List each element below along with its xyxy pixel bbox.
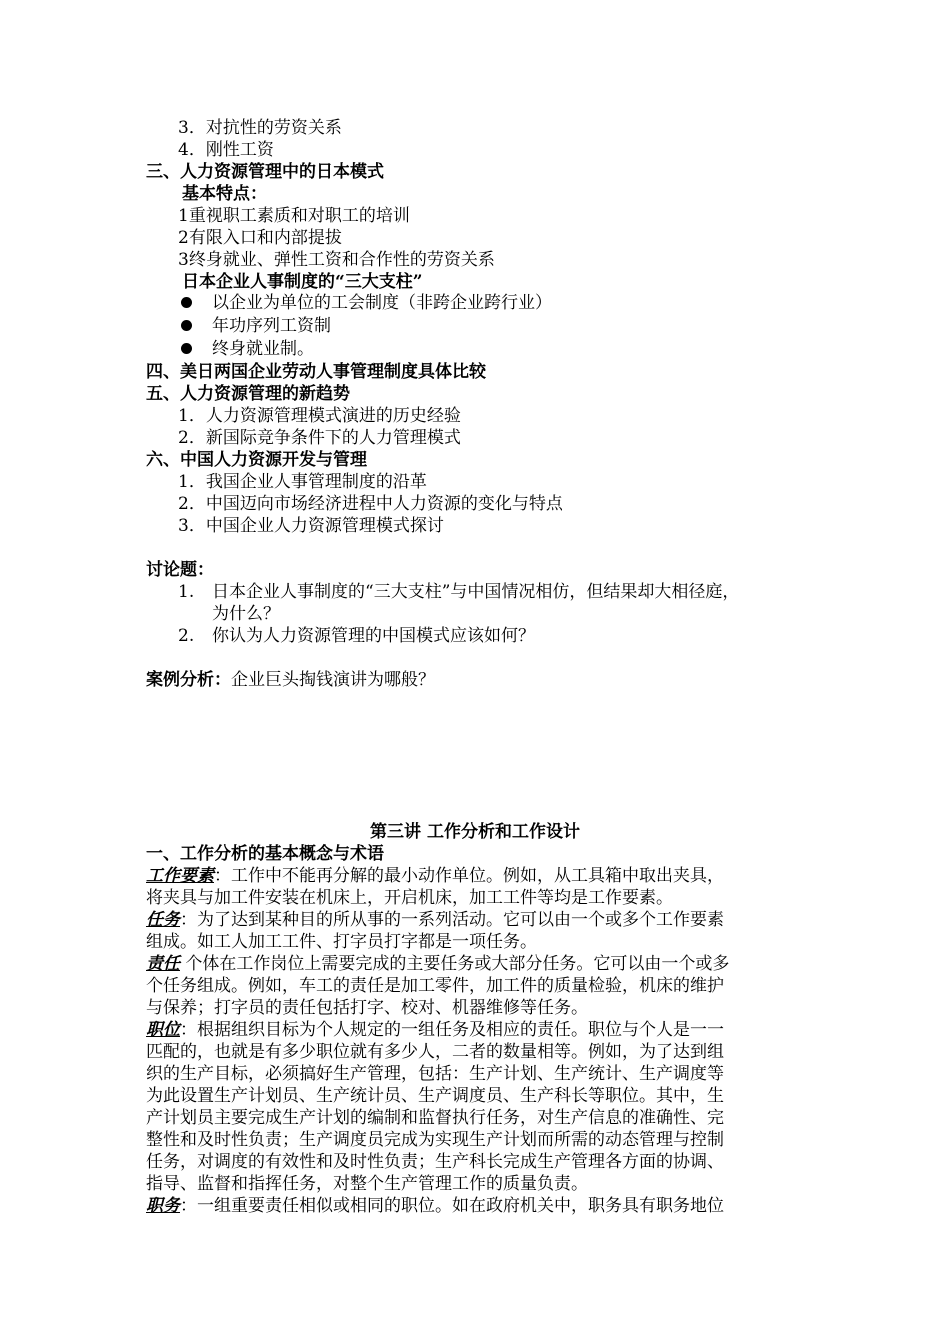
- discussion-label: 讨论题：: [146, 560, 214, 580]
- list-item: 3终身就业、弹性工资和合作性的劳资关系: [178, 250, 495, 270]
- term: 责任: [146, 954, 180, 974]
- list-item: 2．中国迈向市场经济进程中人力资源的变化与特点: [178, 494, 563, 514]
- bullet-icon: [181, 343, 192, 354]
- bullet-icon: [181, 320, 192, 331]
- list-item: 2．新国际竞争条件下的人力管理模式: [178, 428, 461, 448]
- term: 职位: [146, 1020, 180, 1040]
- definition-text: 与保养；打字员的责任包括打字、校对、机器维修等任务。: [146, 998, 588, 1018]
- list-item: 以企业为单位的工会制度（非跨企业跨行业）: [212, 293, 552, 313]
- question-text: 你认为人力资源管理的中国模式应该如何？: [212, 626, 535, 646]
- section-heading: 一、工作分析的基本概念与术语: [146, 844, 384, 864]
- list-item: 1．我国企业人事管理制度的沿革: [178, 472, 427, 492]
- definition-text: 匹配的，也就是有多少职位就有多少人，二者的数量相等。例如，为了达到组: [146, 1042, 724, 1062]
- question-number: 1.: [178, 582, 195, 602]
- lecture-title: 第三讲 工作分析和工作设计: [370, 822, 580, 842]
- question-text: 日本企业人事制度的“三大支柱”与中国情况相仿，但结果却大相径庭，: [212, 582, 740, 602]
- definition-post: [146, 1195, 724, 1217]
- list-item: 4．刚性工资: [178, 140, 274, 160]
- definition-text: 个任务组成。例如，车工的责任是加工零件，加工件的质量检验，机床的维护: [146, 976, 724, 996]
- definition-task: [146, 909, 724, 931]
- definition-text: 产计划员主要完成生产计划的编制和监督执行任务，对生产信息的准确性、完: [146, 1108, 724, 1128]
- definition-text: 任务，对调度的有效性和及时性负责；生产科长完成生产管理各方面的协调、: [146, 1152, 724, 1172]
- bullet-icon: [181, 297, 192, 308]
- case-analysis: [146, 669, 435, 691]
- definition-position: [146, 1019, 724, 1041]
- term: 职务: [146, 1196, 180, 1216]
- definition-work-element: [146, 865, 724, 887]
- case-label: 案例分析：: [146, 670, 231, 690]
- list-item: 1重视职工素质和对职工的培训: [178, 206, 410, 226]
- definition-text: 织的生产目标，必须搞好生产管理，包括：生产计划、生产统计、生产调度等: [146, 1064, 724, 1084]
- definition-text: ：一组重要责任相似或相同的职位。如在政府机关中，职务具有职务地位: [180, 1196, 724, 1216]
- list-item: 年功序列工资制: [212, 316, 331, 336]
- list-item: 3．中国企业人力资源管理模式探讨: [178, 516, 444, 536]
- definition-text: 指导、监督和指挥任务，对整个生产管理工作的质量负责。: [146, 1174, 588, 1194]
- definition-text: ：根据组织目标为个人规定的一组任务及相应的责任。职位与个人是一一: [180, 1020, 724, 1040]
- question-number: 2.: [178, 626, 195, 646]
- definition-text: 将夹具与加工件安装在机床上，开启机床，加工工件等均是工作要素。: [146, 888, 673, 908]
- definition-text: 组成。如工人加工工件、打字员打字都是一项任务。: [146, 932, 537, 952]
- definition-text: 为此设置生产计划员、生产统计员、生产调度员、生产科长等职位。其中，生: [146, 1086, 724, 1106]
- definition-text: 个体在工作岗位上需要完成的主要任务或大部分任务。它可以由一个或多: [180, 954, 730, 974]
- list-item: 3．对抗性的劳资关系: [178, 118, 342, 138]
- case-text: 企业巨头掏钱演讲为哪般？: [231, 670, 435, 690]
- list-item: 终身就业制。: [212, 339, 314, 359]
- subheading: 基本特点：: [182, 184, 267, 204]
- section-heading: 五、人力资源管理的新趋势: [146, 384, 350, 404]
- section-heading: 四、美日两国企业劳动人事管理制度具体比较: [146, 362, 486, 382]
- definition-responsibility: [146, 953, 729, 975]
- section-heading: 六、中国人力资源开发与管理: [146, 450, 367, 470]
- term: 工作要素: [146, 866, 214, 886]
- subheading: 日本企业人事制度的“三大支柱”: [182, 272, 423, 292]
- definition-text: 整性和及时性负责；生产调度员完成为实现生产计划而所需的动态管理与控制: [146, 1130, 724, 1150]
- definition-text: ：为了达到某种目的所从事的一系列活动。它可以由一个或多个工作要素: [180, 910, 724, 930]
- list-item: 1．人力资源管理模式演进的历史经验: [178, 406, 461, 426]
- list-item: 2有限入口和内部提拔: [178, 228, 342, 248]
- section-heading: 三、人力资源管理中的日本模式: [146, 162, 384, 182]
- term: 任务: [146, 910, 180, 930]
- question-text: 为什么？: [212, 604, 280, 624]
- definition-text: ：工作中不能再分解的最小动作单位。例如，从工具箱中取出夹具，: [214, 866, 724, 886]
